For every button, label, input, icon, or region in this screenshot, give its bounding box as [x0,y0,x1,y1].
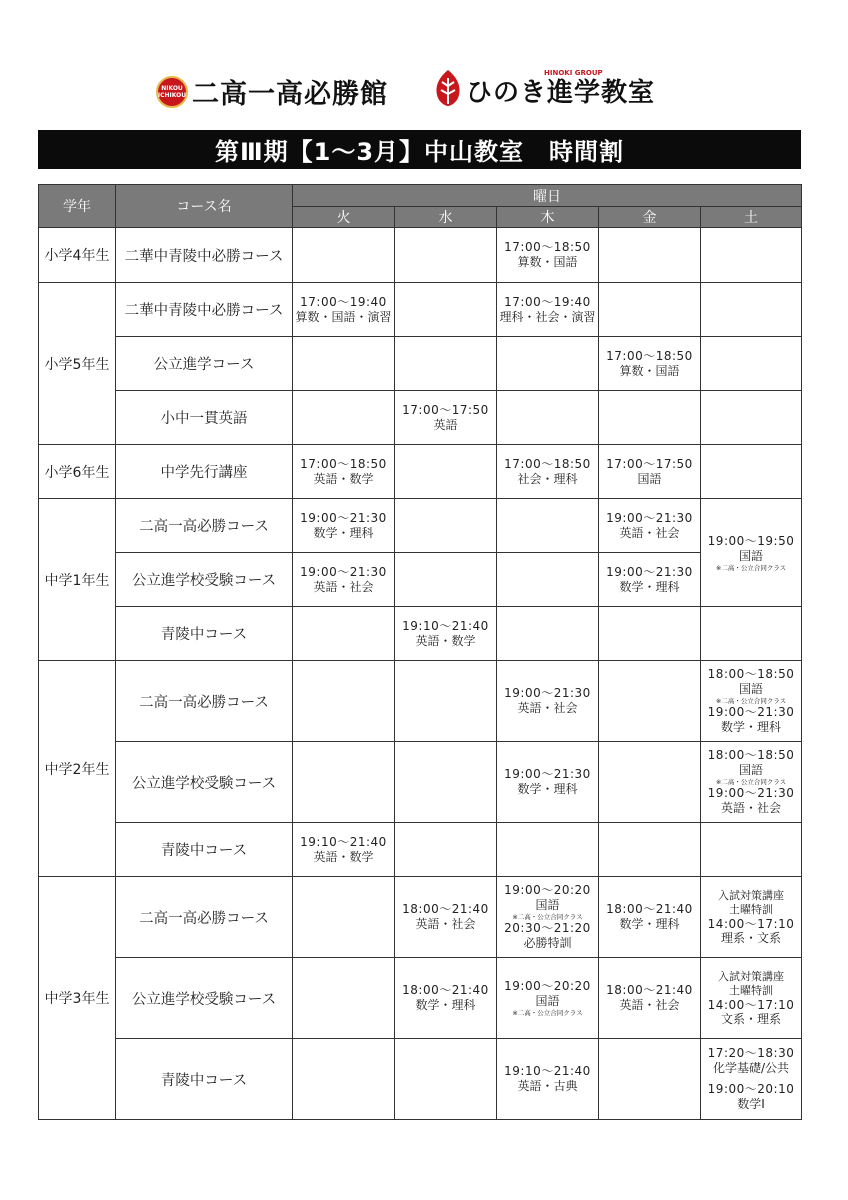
slot-cell: 17:00～17:50 国語 [599,445,701,499]
logo-right-name: ひのき進学教室 [466,77,656,108]
slot-cell: 19:10～21:40 英語・古典 [497,1039,599,1120]
slot-cell: 入試対策講座 土曜特訓 14:00～17:10 理系・文系 [701,877,802,958]
slot-empty [599,823,701,877]
slot-empty [293,607,395,661]
day-fri: 金 [599,207,701,228]
table-row [39,823,802,877]
slot-empty [701,283,802,337]
slot-cell: 17:00～19:40 理科・社会・演習 [497,283,599,337]
table-row [39,553,802,607]
slot-empty [599,607,701,661]
grade-header: 学年 [39,185,116,228]
course-cell: 二高一高必勝コース [116,499,293,553]
course-cell: 二高一高必勝コース [116,661,293,742]
table-row [39,391,802,445]
course-cell: 公立進学校受験コース [116,553,293,607]
table-row [39,877,802,958]
course-cell: 公立進学校受験コース [116,742,293,823]
slot-cell: 19:10～21:40 英語・数学 [293,823,395,877]
table-row [39,661,802,742]
course-cell: 二華中青陵中必勝コース [116,283,293,337]
course-cell: 二高一高必勝コース [116,877,293,958]
slot-empty [599,661,701,742]
slot-empty [497,499,599,553]
table-row [39,283,802,337]
course-cell: 中学先行講座 [116,445,293,499]
course-cell: 小中一貫英語 [116,391,293,445]
grade-cell: 中学1年生 [39,499,116,661]
slot-empty [293,337,395,391]
slot-cell: 19:00～20:20 国語 ※二高・公立合同クラス [497,958,599,1039]
slot-empty [599,742,701,823]
slot-cell: 19:00～21:30 英語・社会 [599,499,701,553]
table-row [39,1039,802,1120]
slot-cell: 19:00～21:30 英語・社会 [293,553,395,607]
slot-empty [395,661,497,742]
table-row [39,228,802,283]
day-sat: 土 [701,207,802,228]
slot-empty [497,391,599,445]
slot-empty [701,337,802,391]
slot-empty [395,1039,497,1120]
table-row [39,742,802,823]
course-cell: 青陵中コース [116,1039,293,1120]
slot-cell: 18:00～18:50 国語 ※二高・公立合同クラス 19:00～21:30 英語・社会 [701,742,802,823]
slot-cell: 19:00～19:50 国語 ※二高・公立合同クラス [701,499,802,607]
slot-cell: 19:00～21:30 数学・理科 [293,499,395,553]
slot-cell: 18:00～21:40 数学・理科 [395,958,497,1039]
slot-cell: 17:00～17:50 英語 [395,391,497,445]
day-thu: 木 [497,207,599,228]
table-row [39,607,802,661]
slot-empty [293,228,395,283]
grade-cell: 中学3年生 [39,877,116,1120]
slot-empty [395,553,497,607]
page-title: 第Ⅲ期【1～3月】中山教室 時間割 [38,130,801,169]
day-tue: 火 [293,207,395,228]
table-row [39,958,802,1039]
slot-empty [293,958,395,1039]
slot-cell: 17:00～18:50 算数・国語 [497,228,599,283]
slot-empty [395,823,497,877]
slot-cell: 17:00～19:40 算数・国語・演習 [293,283,395,337]
slot-cell: 18:00～18:50 国語 ※二高・公立合同クラス 19:00～21:30 数学・理科 [701,661,802,742]
slot-cell: 17:20～18:30 化学基礎/公共 19:00～20:10 数学Ⅰ [701,1039,802,1120]
timetable [38,184,802,1120]
course-cell: 公立進学校受験コース [116,958,293,1039]
slot-empty [395,499,497,553]
grade-cell: 小学4年生 [39,228,116,283]
slot-cell: 19:00～20:20 国語 ※二高・公立合同クラス 20:30～21:20 必勝特訓 [497,877,599,958]
slot-empty [293,742,395,823]
slot-empty [395,228,497,283]
course-cell: 二華中青陵中必勝コース [116,228,293,283]
slot-cell: 18:00～21:40 英語・社会 [599,958,701,1039]
slot-empty [599,391,701,445]
hinoki-logo [432,68,655,108]
course-header: コース名 [116,185,293,228]
slot-empty [497,553,599,607]
header-row [39,185,802,207]
slot-cell: 17:00～18:50 算数・国語 [599,337,701,391]
slot-empty [701,607,802,661]
slot-cell: 18:00～21:40 英語・社会 [395,877,497,958]
slot-empty [701,823,802,877]
hinoki-leaf-icon [432,68,464,108]
table-row [39,445,802,499]
table-row [39,337,802,391]
slot-empty [293,877,395,958]
slot-empty [599,228,701,283]
slot-empty [497,823,599,877]
grade-cell: 小学6年生 [39,445,116,499]
slot-cell: 18:00～21:40 数学・理科 [599,877,701,958]
emblem-icon: NIKOU ICHIKOU [156,76,188,108]
slot-empty [701,228,802,283]
slot-cell: 19:00～21:30 英語・社会 [497,661,599,742]
slot-cell: 19:00～21:30 数学・理科 [497,742,599,823]
nikou-ichikou-logo [156,72,388,111]
slot-cell: 17:00～18:50 英語・数学 [293,445,395,499]
slot-empty [701,391,802,445]
slot-cell: 入試対策講座 土曜特訓 14:00～17:10 文系・理系 [701,958,802,1039]
table-row [39,499,802,553]
slot-empty [599,1039,701,1120]
slot-empty [395,337,497,391]
slot-cell: 19:10～21:40 英語・数学 [395,607,497,661]
logo-left-name: 二高一高必勝館 [192,79,388,110]
slot-empty [395,445,497,499]
days-group-header: 曜日 [293,185,802,207]
course-cell: 青陵中コース [116,823,293,877]
slot-cell: 19:00～21:30 数学・理科 [599,553,701,607]
slot-empty [395,283,497,337]
slot-empty [293,1039,395,1120]
slot-empty [395,742,497,823]
day-wed: 水 [395,207,497,228]
grade-cell: 小学5年生 [39,283,116,445]
slot-cell: 17:00～18:50 社会・理科 [497,445,599,499]
course-cell: 公立進学コース [116,337,293,391]
slot-empty [293,661,395,742]
slot-empty [599,283,701,337]
header-logos [0,68,848,114]
slot-empty [293,391,395,445]
grade-cell: 中学2年生 [39,661,116,877]
slot-empty [701,445,802,499]
course-cell: 青陵中コース [116,607,293,661]
slot-empty [497,337,599,391]
slot-empty [497,607,599,661]
logo-right-small: HINOKI GROUP [544,68,603,77]
